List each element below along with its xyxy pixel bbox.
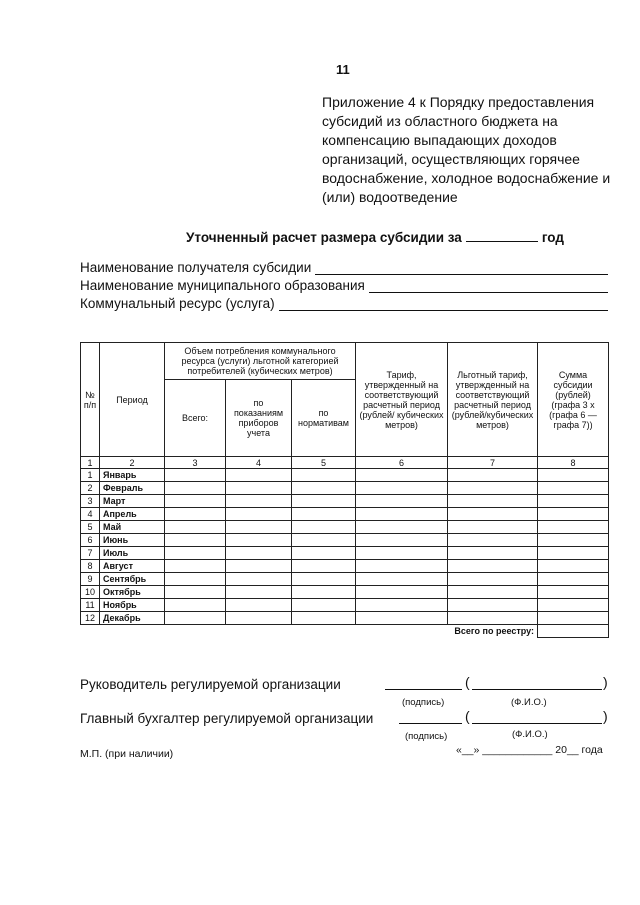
form-title bbox=[186, 229, 564, 245]
title-prefix: Уточненный расчет размера субсидии за bbox=[186, 230, 462, 245]
accountant-signature-line[interactable] bbox=[399, 723, 462, 724]
value-cell[interactable] bbox=[292, 599, 356, 612]
value-cell[interactable] bbox=[538, 560, 609, 573]
value-cell[interactable] bbox=[448, 612, 538, 625]
row-number: 7 bbox=[81, 547, 100, 560]
total-label: Всего по реестру: bbox=[81, 625, 538, 638]
value-cell[interactable] bbox=[448, 586, 538, 599]
value-cell[interactable] bbox=[292, 547, 356, 560]
value-cell[interactable] bbox=[356, 560, 448, 573]
value-cell[interactable] bbox=[165, 469, 226, 482]
table-row bbox=[81, 612, 609, 625]
value-cell[interactable] bbox=[165, 521, 226, 534]
table-row bbox=[81, 573, 609, 586]
table-row bbox=[81, 599, 609, 612]
table-row bbox=[81, 521, 609, 534]
value-cell[interactable] bbox=[165, 547, 226, 560]
value-cell[interactable] bbox=[165, 612, 226, 625]
value-cell[interactable] bbox=[226, 547, 292, 560]
col-header-tariff: Тариф, утвержденный на соответствующий расчетный период (рублей/ кубических метров) bbox=[356, 343, 448, 457]
head-name-caption: (Ф.И.О.) bbox=[511, 697, 547, 708]
value-cell[interactable] bbox=[538, 495, 609, 508]
value-cell[interactable] bbox=[292, 521, 356, 534]
value-cell[interactable] bbox=[292, 508, 356, 521]
col-header-period: Период bbox=[100, 343, 165, 457]
col-header-subsidy: Сумма субсидии (рублей) (графа 3 х (графа 6 — графа 7)) bbox=[538, 343, 609, 457]
header-row-1 bbox=[81, 343, 609, 380]
value-cell[interactable] bbox=[292, 612, 356, 625]
value-cell[interactable] bbox=[448, 547, 538, 560]
value-cell[interactable] bbox=[356, 508, 448, 521]
value-cell[interactable] bbox=[356, 521, 448, 534]
row-month: Апрель bbox=[100, 508, 165, 521]
value-cell[interactable] bbox=[448, 495, 538, 508]
value-cell[interactable] bbox=[165, 599, 226, 612]
row-number: 6 bbox=[81, 534, 100, 547]
recipient-line[interactable] bbox=[315, 262, 608, 275]
accountant-label: Главный бухгалтер регулируемой организации bbox=[80, 711, 374, 726]
table-row bbox=[81, 508, 609, 521]
row-month: Май bbox=[100, 521, 165, 534]
head-label: Руководитель регулируемой организации bbox=[80, 677, 341, 692]
row-month: Август bbox=[100, 560, 165, 573]
value-cell[interactable] bbox=[356, 612, 448, 625]
value-cell[interactable] bbox=[165, 573, 226, 586]
head-paren-close: ) bbox=[603, 674, 608, 690]
year-blank[interactable] bbox=[466, 229, 538, 242]
value-cell[interactable] bbox=[226, 586, 292, 599]
col-header-by-norms: по нормативам bbox=[292, 380, 356, 457]
col-number: 8 bbox=[538, 457, 609, 469]
row-number: 2 bbox=[81, 482, 100, 495]
table-row bbox=[81, 482, 609, 495]
title-suffix: год bbox=[541, 230, 564, 245]
value-cell[interactable] bbox=[226, 495, 292, 508]
value-cell[interactable] bbox=[538, 534, 609, 547]
value-cell[interactable] bbox=[356, 495, 448, 508]
table-row bbox=[81, 560, 609, 573]
head-name-line[interactable] bbox=[472, 689, 602, 690]
value-cell[interactable] bbox=[356, 482, 448, 495]
col-header-pref-tariff: Льготный тариф, утвержденный на соответствующий расчетный период (рублей/кубических метров) bbox=[448, 343, 538, 457]
recipient-label: Наименование получателя субсидии bbox=[80, 260, 312, 275]
row-month: Март bbox=[100, 495, 165, 508]
head-paren-open: ( bbox=[465, 674, 470, 690]
value-cell[interactable] bbox=[165, 560, 226, 573]
col-number: 4 bbox=[226, 457, 292, 469]
table-row bbox=[81, 586, 609, 599]
value-cell[interactable] bbox=[292, 534, 356, 547]
value-cell[interactable] bbox=[538, 612, 609, 625]
value-cell[interactable] bbox=[226, 482, 292, 495]
table-row bbox=[81, 547, 609, 560]
col-number: 1 bbox=[81, 457, 100, 469]
value-cell[interactable] bbox=[292, 586, 356, 599]
value-cell[interactable] bbox=[165, 586, 226, 599]
value-cell[interactable] bbox=[356, 547, 448, 560]
col-header-by-meters: по показаниям приборов учета bbox=[226, 380, 292, 457]
value-cell[interactable] bbox=[356, 573, 448, 586]
value-cell[interactable] bbox=[356, 469, 448, 482]
value-cell[interactable] bbox=[292, 482, 356, 495]
row-month: Октябрь bbox=[100, 586, 165, 599]
value-cell[interactable] bbox=[226, 599, 292, 612]
value-cell[interactable] bbox=[538, 586, 609, 599]
accountant-paren-close: ) bbox=[603, 708, 608, 724]
row-number: 11 bbox=[81, 599, 100, 612]
value-cell[interactable] bbox=[165, 534, 226, 547]
value-cell[interactable] bbox=[356, 586, 448, 599]
total-row bbox=[81, 625, 609, 638]
accountant-signature-caption: (подпись) bbox=[405, 731, 448, 742]
row-month: Июнь bbox=[100, 534, 165, 547]
accountant-paren-open: ( bbox=[465, 708, 470, 724]
row-month: Сентябрь bbox=[100, 573, 165, 586]
municipality-label: Наименование муниципального образования bbox=[80, 278, 365, 293]
row-month: Ноябрь bbox=[100, 599, 165, 612]
value-cell[interactable] bbox=[448, 560, 538, 573]
table-row bbox=[81, 495, 609, 508]
table-row bbox=[81, 469, 609, 482]
resource-line[interactable] bbox=[279, 298, 608, 311]
resource-field[interactable] bbox=[80, 296, 608, 311]
row-number: 1 bbox=[81, 469, 100, 482]
municipality-line[interactable] bbox=[369, 280, 608, 293]
col-number: 5 bbox=[292, 457, 356, 469]
value-cell[interactable] bbox=[226, 573, 292, 586]
date-field[interactable]: «__» ____________ 20__ года bbox=[456, 744, 603, 756]
head-signature-line[interactable] bbox=[385, 689, 462, 690]
row-month: Июль bbox=[100, 547, 165, 560]
value-cell[interactable] bbox=[538, 521, 609, 534]
appendix-caption: Приложение 4 к Порядку предоставления субсидий из областного бюджета на компенсацию выпадающих доходов организаций, осуществляющих горячее водоснабжение, холодное водоснабжение и (или) водоотведение bbox=[322, 94, 611, 205]
head-signature-caption: (подпись) bbox=[402, 697, 445, 708]
value-cell[interactable] bbox=[292, 469, 356, 482]
municipality-field[interactable] bbox=[80, 278, 608, 293]
value-cell[interactable] bbox=[226, 560, 292, 573]
col-header-num: № п/п bbox=[81, 343, 100, 457]
col-number: 3 bbox=[165, 457, 226, 469]
value-cell[interactable] bbox=[165, 508, 226, 521]
value-cell[interactable] bbox=[448, 469, 538, 482]
col-header-volume: Объем потребления коммунального ресурса (услуги) льготной категорией потребителей (кубических метров) bbox=[165, 343, 356, 380]
value-cell[interactable] bbox=[538, 599, 609, 612]
row-month: Декабрь bbox=[100, 612, 165, 625]
value-cell[interactable] bbox=[226, 469, 292, 482]
subsidy-table bbox=[80, 342, 609, 638]
value-cell[interactable] bbox=[448, 521, 538, 534]
value-cell[interactable] bbox=[538, 547, 609, 560]
value-cell[interactable] bbox=[165, 482, 226, 495]
value-cell[interactable] bbox=[538, 469, 609, 482]
row-month: Февраль bbox=[100, 482, 165, 495]
value-cell[interactable] bbox=[538, 482, 609, 495]
value-cell[interactable] bbox=[226, 521, 292, 534]
row-month: Январь bbox=[100, 469, 165, 482]
row-number: 4 bbox=[81, 508, 100, 521]
row-number: 9 bbox=[81, 573, 100, 586]
accountant-name-line[interactable] bbox=[472, 723, 602, 724]
value-cell[interactable] bbox=[226, 612, 292, 625]
row-number: 5 bbox=[81, 521, 100, 534]
row-number: 12 bbox=[81, 612, 100, 625]
value-cell[interactable] bbox=[292, 495, 356, 508]
value-cell[interactable] bbox=[165, 495, 226, 508]
value-cell[interactable] bbox=[226, 534, 292, 547]
value-cell[interactable] bbox=[448, 534, 538, 547]
accountant-name-caption: (Ф.И.О.) bbox=[512, 729, 548, 740]
value-cell[interactable] bbox=[292, 560, 356, 573]
col-header-total: Всего: bbox=[165, 380, 226, 457]
total-value-cell[interactable] bbox=[538, 625, 609, 638]
value-cell[interactable] bbox=[226, 508, 292, 521]
value-cell[interactable] bbox=[538, 508, 609, 521]
value-cell[interactable] bbox=[538, 573, 609, 586]
recipient-field[interactable] bbox=[80, 260, 608, 275]
col-number: 7 bbox=[448, 457, 538, 469]
column-numbers-row bbox=[81, 457, 609, 469]
value-cell[interactable] bbox=[448, 599, 538, 612]
row-number: 3 bbox=[81, 495, 100, 508]
col-number: 6 bbox=[356, 457, 448, 469]
value-cell[interactable] bbox=[448, 573, 538, 586]
resource-label: Коммунальный ресурс (услуга) bbox=[80, 296, 275, 311]
value-cell[interactable] bbox=[448, 508, 538, 521]
row-number: 8 bbox=[81, 560, 100, 573]
value-cell[interactable] bbox=[356, 599, 448, 612]
value-cell[interactable] bbox=[292, 573, 356, 586]
seal-note: М.П. (при наличии) bbox=[80, 748, 174, 760]
row-number: 10 bbox=[81, 586, 100, 599]
page-number: 11 bbox=[336, 62, 350, 77]
value-cell[interactable] bbox=[356, 534, 448, 547]
table-row bbox=[81, 534, 609, 547]
value-cell[interactable] bbox=[448, 482, 538, 495]
col-number: 2 bbox=[100, 457, 165, 469]
